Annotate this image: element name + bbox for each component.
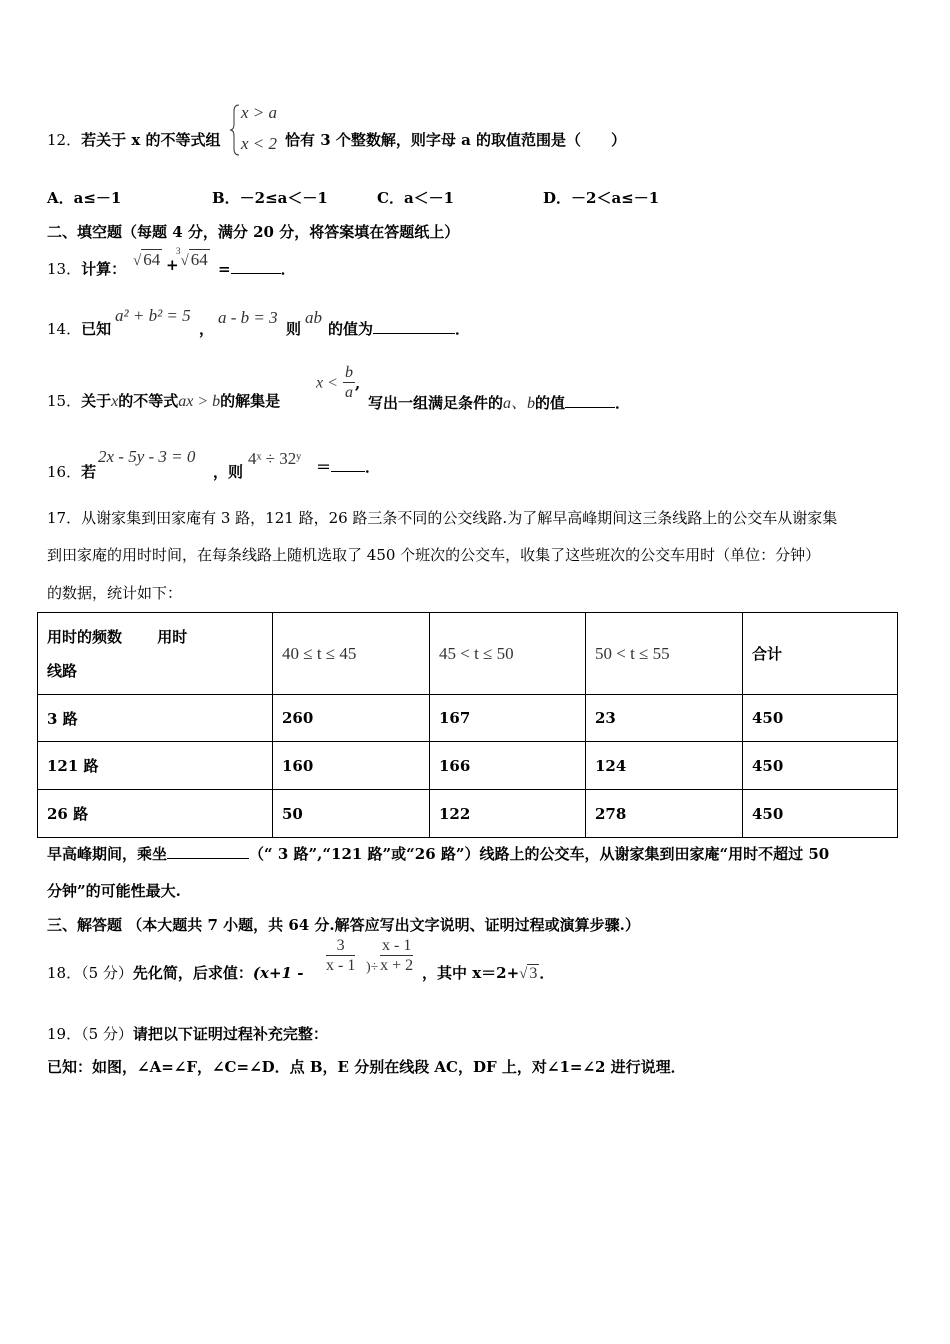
- comma: ，: [199, 320, 215, 338]
- numerator: 3: [326, 937, 355, 956]
- q18-line: [47, 962, 303, 983]
- fraction-2: [380, 937, 413, 976]
- variable-x: x: [111, 393, 119, 410]
- q19-given: 已知：如图，∠A=∠F，∠C=∠D．点 B，E 分别在线段 AC，DF 上，对∠1=∠2 进行说理．: [47, 1058, 686, 1076]
- value-cell: 160: [273, 742, 430, 790]
- table-row: [38, 790, 898, 838]
- system-line-2: x < 2: [241, 134, 278, 153]
- value-cell: 167: [430, 695, 586, 742]
- question-text: 的解集是: [220, 392, 281, 410]
- root-index: 3: [176, 246, 181, 257]
- left-brace-icon: [229, 104, 241, 156]
- then-text: 则: [286, 320, 302, 338]
- solution-lhs: x <: [316, 374, 338, 392]
- denominator: x - 1: [326, 957, 356, 974]
- radicand: 64: [190, 250, 208, 269]
- cube-root-expression: $^3$√ 64: [176, 246, 208, 269]
- q17-after-2: 分钟”的可能性最大.: [47, 882, 181, 900]
- frequency-table: [37, 612, 898, 838]
- option-c: C．a＜－1: [377, 189, 455, 207]
- solution-expression: x < $\frac{b}{a}$ ,: [316, 364, 361, 401]
- numerator: b: [345, 364, 353, 381]
- question-text: 若: [81, 463, 97, 481]
- value-cell: 124: [586, 742, 743, 790]
- header-label: 40 ≤ t ≤ 45: [282, 643, 357, 663]
- route-cell: 3 路: [38, 695, 273, 742]
- section-heading: 二、填空题（每题 4 分，满分 20 分，将答案填在答题纸上）: [47, 223, 460, 241]
- inequality: ax > b: [178, 393, 221, 410]
- question-text: 若关于 x 的不等式组: [81, 131, 221, 149]
- column-header: [273, 613, 430, 695]
- total-cell: 450: [743, 742, 898, 790]
- sqrt-expression: √ 64: [133, 250, 161, 269]
- equals-sign: ＝: [316, 458, 332, 476]
- question-text: ，其中 x＝2+: [422, 964, 520, 982]
- header-label: 45 < t ≤ 50: [439, 643, 514, 663]
- fraction-3-over-x-minus-1: [326, 937, 355, 976]
- plus-sign: +: [166, 256, 179, 274]
- section-heading: 三、解答题 （本大题共 7 小题，共 64 分.解答应写出文字说明、证明过程或演算步骤.）: [47, 916, 640, 934]
- q15-tail: [368, 390, 630, 413]
- fraction-b-over-a: [343, 364, 355, 403]
- value-cell: 23: [586, 695, 743, 742]
- period: ．: [280, 260, 296, 278]
- question-text: 先化简，后求值：: [132, 964, 253, 982]
- question-number: 13．: [47, 260, 82, 278]
- header-top-text: 用时的频数 用时: [47, 627, 188, 646]
- q17-line-1: [47, 507, 837, 528]
- question-text: 已知: [81, 320, 112, 338]
- value-cell: 278: [586, 790, 743, 838]
- fraction-x-minus-1-over-x-plus-2: [380, 937, 413, 976]
- column-header: [430, 613, 586, 695]
- question-text: 从谢家集到田家庵有 3 路，121 路，26 路三条不同的公交线路.为了解早高峰期间这三条线路上的公交车从谢家集: [81, 509, 838, 527]
- question-number: 12．: [47, 131, 82, 149]
- option-b: B．－2≤a＜－1: [212, 189, 328, 207]
- question-number: 16．: [47, 463, 82, 481]
- question-number: 14．: [47, 320, 82, 338]
- divide-operator: )÷: [366, 960, 379, 975]
- equation-1: a² + b² = 5: [115, 306, 191, 325]
- q16-answer: [316, 456, 380, 477]
- q15-line: [47, 390, 280, 411]
- q17-line-3: 的数据，统计如下：: [47, 584, 183, 602]
- product-ab: ab: [305, 308, 322, 327]
- score: （5 分）: [81, 1025, 133, 1043]
- value-cell: 260: [273, 695, 430, 742]
- period: ．: [455, 320, 471, 338]
- header-label: 50 < t ≤ 55: [595, 643, 670, 663]
- question-text: （“ 3 路”,“121 路”或“26 路”）线路上的公交车，从谢家集到田家庵“用时不超过 50: [249, 845, 830, 863]
- equals-sign: =: [218, 260, 231, 278]
- answer-blank[interactable]: [167, 844, 249, 859]
- value-cell: 50: [273, 790, 430, 838]
- question-number: 17．: [47, 509, 82, 527]
- q12-line: [47, 129, 220, 150]
- question-text: 关于: [81, 392, 112, 410]
- option-a: A．a≤－1: [47, 189, 122, 207]
- fraction-1: [326, 937, 355, 976]
- radicand: 3: [529, 965, 538, 982]
- question-number: 15．: [47, 392, 82, 410]
- q14-line: [47, 318, 111, 339]
- question-text: 的不等式: [118, 392, 179, 410]
- route-cell: 26 路: [38, 790, 273, 838]
- q13-answer: [218, 258, 296, 279]
- answer-blank[interactable]: [231, 259, 281, 274]
- table-header-row: [38, 613, 898, 695]
- question-number: 18．: [47, 964, 82, 982]
- total-cell: 450: [743, 695, 898, 742]
- question-number: 19．: [47, 1025, 82, 1043]
- option-d: D．－2＜a≤－1: [543, 189, 660, 207]
- question-text: 请把以下证明过程补充完整：: [132, 1025, 328, 1043]
- route-cell: 121 路: [38, 742, 273, 790]
- question-text: 恰有 3 个整数解，则字母 a 的取值范围是（ ）: [285, 131, 627, 149]
- total-cell: 450: [743, 790, 898, 838]
- period: ．: [615, 394, 631, 412]
- denominator: x + 2: [380, 957, 414, 974]
- expression-lead: (x+1 -: [252, 964, 304, 982]
- header-bottom-text: 线路: [47, 661, 78, 680]
- period: ．: [365, 458, 381, 476]
- score: （5 分）: [81, 964, 133, 982]
- question-text: 早高峰期间，乘坐: [47, 845, 168, 863]
- q17-after-1: [47, 843, 829, 864]
- period: ．: [539, 964, 555, 982]
- q19-line: [47, 1023, 328, 1044]
- table-row: [38, 695, 898, 742]
- denominator: a: [345, 384, 353, 401]
- numerator: x - 1: [382, 937, 412, 954]
- question-text: 的值: [535, 394, 566, 412]
- q17-line-2: 到田家庵的用时时间，在每条线路上随机选取了 450 个班次的公交车，收集了这些班次的公交车用时（单位：分钟）: [47, 546, 821, 564]
- q13-line: [47, 258, 126, 279]
- q16-line: [47, 461, 96, 482]
- column-header: [586, 613, 743, 695]
- question-text: 计算：: [81, 260, 127, 278]
- table-row: [38, 742, 898, 790]
- power-expression: 4ˣ ÷ 32ʸ: [248, 449, 302, 468]
- variables-ab: a、b: [503, 395, 536, 412]
- answer-blank[interactable]: [565, 393, 615, 408]
- q14-answer: [328, 318, 470, 339]
- value-cell: 166: [430, 742, 586, 790]
- radicand: 64: [143, 250, 161, 269]
- question-text: ，则: [213, 463, 244, 481]
- equation-2: a - b = 3: [218, 308, 278, 327]
- header-label: 合计: [752, 645, 783, 663]
- answer-blank[interactable]: [373, 319, 455, 334]
- column-header: [743, 613, 898, 695]
- answer-blank[interactable]: [331, 457, 365, 472]
- system-line-1: x > a: [241, 103, 278, 122]
- q18-tail: ，其中 x＝2+√ 3 ．: [422, 964, 555, 982]
- value-cell: 122: [430, 790, 586, 838]
- question-text: 写出一组满足条件的: [368, 394, 504, 412]
- corner-header: [38, 613, 273, 695]
- equation: 2x - 5y - 3 = 0: [98, 447, 196, 466]
- question-text: 的值为: [328, 320, 374, 338]
